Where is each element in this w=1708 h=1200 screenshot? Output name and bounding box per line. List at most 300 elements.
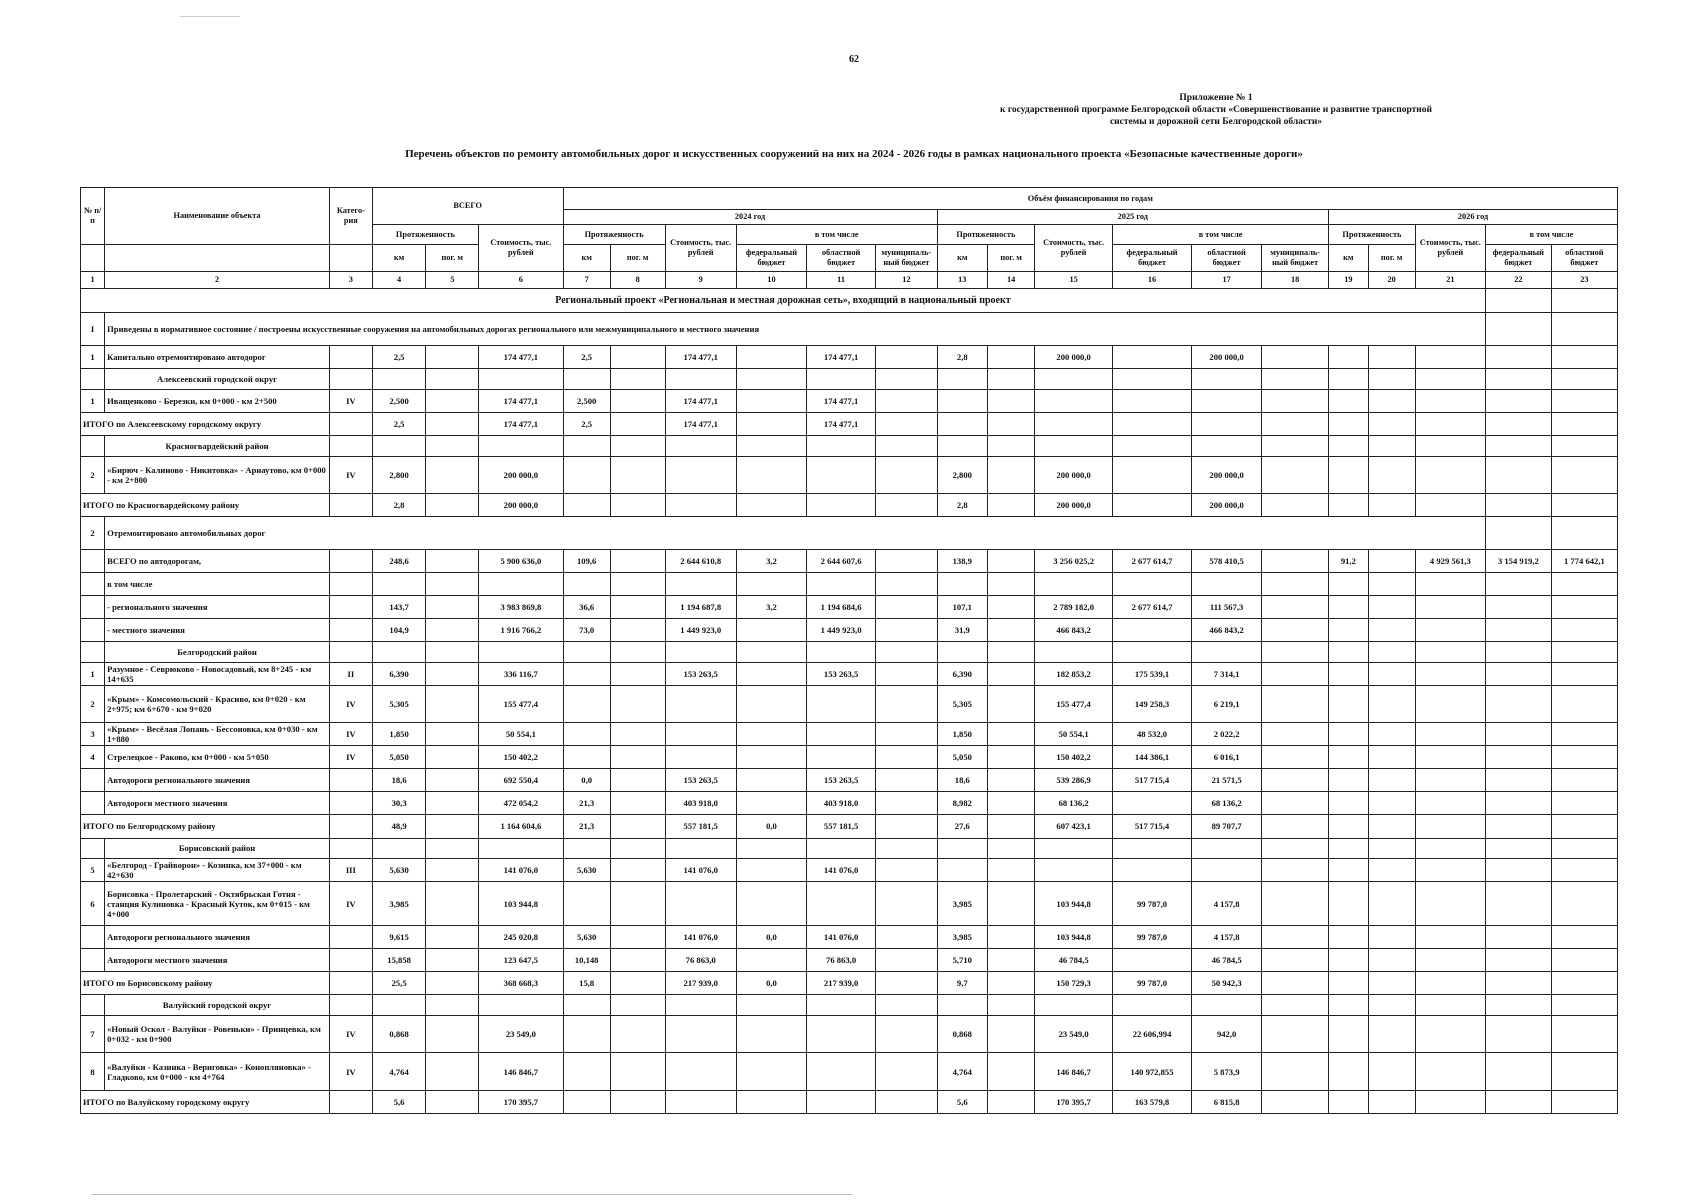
value-cell: 99 787,0	[1113, 882, 1192, 926]
value-cell	[876, 815, 937, 838]
value-cell: 5,6	[937, 1090, 987, 1113]
header-km: км	[1329, 245, 1368, 272]
value-cell: 2 677 614,7	[1113, 550, 1192, 573]
object-name: в том числе	[105, 573, 330, 596]
value-cell	[736, 1090, 806, 1113]
value-cell	[988, 746, 1035, 769]
value-cell: 3,2	[736, 596, 806, 619]
object-name: «Крым» - Комсомольский - Красиво, км 0+020 - км 2+975; км 6+670 - км 9+020	[105, 686, 330, 723]
empty-cell	[1551, 517, 1617, 550]
table-row-total	[81, 1090, 1618, 1113]
column-number: 7	[563, 272, 610, 289]
value-cell	[1485, 926, 1551, 949]
empty-cell	[372, 369, 426, 390]
value-cell	[1113, 792, 1192, 815]
empty-cell	[876, 838, 937, 859]
empty-cell	[610, 369, 665, 390]
value-cell: 692 550,4	[479, 769, 563, 792]
value-cell	[1329, 573, 1368, 596]
column-number: 17	[1192, 272, 1262, 289]
value-cell	[988, 389, 1035, 412]
value-cell	[563, 1016, 610, 1053]
value-cell	[426, 596, 479, 619]
table-row-data	[81, 550, 1618, 573]
empty-cell	[1485, 995, 1551, 1016]
value-cell	[1262, 949, 1329, 972]
value-cell	[1551, 859, 1617, 882]
empty-cell	[1551, 995, 1617, 1016]
value-cell	[610, 663, 665, 686]
value-cell: 466 843,2	[1035, 619, 1113, 642]
value-cell	[1113, 346, 1192, 369]
regional-project-title: Региональный проект «Региональная и местная дорожная сеть», входящий в национальный проект	[81, 289, 1486, 313]
row-number: 8	[81, 1053, 105, 1090]
value-cell	[1415, 494, 1485, 517]
value-cell: 21,3	[563, 815, 610, 838]
header-pm: пог. м	[610, 245, 665, 272]
column-number: 15	[1035, 272, 1113, 289]
value-cell	[988, 494, 1035, 517]
value-cell	[876, 456, 937, 493]
value-cell: 8,982	[937, 792, 987, 815]
value-cell	[736, 573, 806, 596]
total-label: ИТОГО по Красногвардейскому району	[81, 494, 330, 517]
value-cell: 5,630	[563, 859, 610, 882]
value-cell	[610, 389, 665, 412]
value-cell	[988, 619, 1035, 642]
value-cell	[988, 412, 1035, 435]
district-name: Красногвардейский район	[105, 435, 330, 456]
value-cell	[1485, 882, 1551, 926]
empty-cell	[1329, 995, 1368, 1016]
value-cell	[426, 949, 479, 972]
empty-cell	[372, 435, 426, 456]
value-cell	[426, 815, 479, 838]
appendix-header	[956, 92, 1476, 128]
value-cell: 141 076,0	[665, 859, 736, 882]
value-cell	[329, 926, 372, 949]
value-cell	[876, 412, 937, 435]
value-cell	[1035, 412, 1113, 435]
header-km: км	[372, 245, 426, 272]
empty-cell	[1415, 369, 1485, 390]
value-cell	[426, 723, 479, 746]
empty-cell	[1329, 838, 1368, 859]
value-cell	[610, 746, 665, 769]
column-number: 8	[610, 272, 665, 289]
value-cell	[1415, 746, 1485, 769]
value-cell: 174 477,1	[479, 389, 563, 412]
value-cell	[736, 346, 806, 369]
value-cell: 6 815,8	[1192, 1090, 1262, 1113]
row-number	[81, 550, 105, 573]
value-cell	[1551, 723, 1617, 746]
header-spacer	[105, 245, 330, 272]
column-number: 13	[937, 272, 987, 289]
value-cell: 200 000,0	[1035, 346, 1113, 369]
value-cell: 6,390	[937, 663, 987, 686]
table-row-data	[81, 746, 1618, 769]
empty-cell	[1485, 313, 1551, 346]
value-cell: 68 136,2	[1035, 792, 1113, 815]
value-cell: 517 715,4	[1113, 769, 1192, 792]
empty-cell	[937, 369, 987, 390]
value-cell	[1368, 573, 1415, 596]
value-cell: 248,6	[372, 550, 426, 573]
value-cell	[1551, 619, 1617, 642]
table-row-data	[81, 1016, 1618, 1053]
empty-cell	[1415, 838, 1485, 859]
value-cell	[807, 1016, 876, 1053]
value-cell: IV	[329, 389, 372, 412]
value-cell	[1415, 859, 1485, 882]
column-number: 22	[1485, 272, 1551, 289]
value-cell	[1551, 663, 1617, 686]
value-cell: 4 929 561,3	[1415, 550, 1485, 573]
value-cell	[1329, 619, 1368, 642]
empty-cell	[1551, 435, 1617, 456]
value-cell	[1551, 926, 1617, 949]
table-body	[81, 289, 1618, 1114]
value-cell	[1551, 412, 1617, 435]
value-cell	[876, 746, 937, 769]
row-number: 2	[81, 456, 105, 493]
value-cell	[610, 456, 665, 493]
value-cell	[1368, 926, 1415, 949]
value-cell: 5 900 636,0	[479, 550, 563, 573]
value-cell	[1551, 815, 1617, 838]
value-cell	[988, 456, 1035, 493]
value-cell	[1485, 1053, 1551, 1090]
value-cell: 1,850	[372, 723, 426, 746]
table-row-data	[81, 663, 1618, 686]
value-cell: 1 194 684,6	[807, 596, 876, 619]
value-cell: 123 647,5	[479, 949, 563, 972]
empty-cell	[1262, 369, 1329, 390]
object-name: ВСЕГО по автодорогам,	[105, 550, 330, 573]
row-number: 5	[81, 859, 105, 882]
header-municipal: муниципаль-ный бюджет	[876, 245, 937, 272]
value-cell: 23 549,0	[479, 1016, 563, 1053]
value-cell: 1 164 604,6	[479, 815, 563, 838]
value-cell	[665, 746, 736, 769]
empty-cell	[563, 995, 610, 1016]
value-cell	[426, 619, 479, 642]
empty-cell	[1192, 435, 1262, 456]
value-cell	[937, 859, 987, 882]
header-regional: областной бюджет	[1551, 245, 1617, 272]
value-cell	[1551, 573, 1617, 596]
value-cell: 2,500	[563, 389, 610, 412]
value-cell	[610, 949, 665, 972]
value-cell	[610, 1090, 665, 1113]
value-cell: 4,764	[372, 1053, 426, 1090]
value-cell: 5,050	[372, 746, 426, 769]
empty-cell	[937, 642, 987, 663]
value-cell	[610, 412, 665, 435]
value-cell	[1113, 859, 1192, 882]
empty-cell	[372, 995, 426, 1016]
empty-cell	[81, 838, 105, 859]
value-cell: 163 579,8	[1113, 1090, 1192, 1113]
header-including: в том числе	[736, 225, 937, 245]
value-cell	[563, 1090, 610, 1113]
value-cell	[1329, 663, 1368, 686]
empty-cell	[736, 369, 806, 390]
value-cell: 76 863,0	[665, 949, 736, 972]
value-cell	[1485, 686, 1551, 723]
value-cell: 174 477,1	[665, 346, 736, 369]
value-cell	[876, 859, 937, 882]
value-cell: 174 477,1	[665, 389, 736, 412]
header-year-2024: 2024 год	[563, 210, 937, 225]
value-cell	[876, 972, 937, 995]
value-cell: 217 939,0	[665, 972, 736, 995]
value-cell: 200 000,0	[1035, 456, 1113, 493]
value-cell	[876, 686, 937, 723]
value-cell	[1262, 972, 1329, 995]
empty-cell	[736, 995, 806, 1016]
value-cell	[876, 723, 937, 746]
column-number: 19	[1329, 272, 1368, 289]
value-cell: 25,5	[372, 972, 426, 995]
value-cell: 0,0	[736, 926, 806, 949]
value-cell	[1262, 494, 1329, 517]
value-cell	[1368, 815, 1415, 838]
value-cell: 217 939,0	[807, 972, 876, 995]
value-cell	[736, 769, 806, 792]
value-cell	[988, 550, 1035, 573]
empty-cell	[1035, 642, 1113, 663]
empty-cell	[807, 435, 876, 456]
value-cell	[807, 1090, 876, 1113]
value-cell	[1329, 686, 1368, 723]
value-cell	[1113, 494, 1192, 517]
value-cell: 5,050	[937, 746, 987, 769]
value-cell	[988, 663, 1035, 686]
empty-cell	[665, 642, 736, 663]
value-cell	[1368, 769, 1415, 792]
value-cell	[1415, 1016, 1485, 1053]
value-cell: 200 000,0	[1192, 494, 1262, 517]
value-cell	[1035, 859, 1113, 882]
empty-cell	[426, 435, 479, 456]
value-cell: 103 944,8	[479, 882, 563, 926]
value-cell	[1368, 882, 1415, 926]
value-cell	[736, 494, 806, 517]
header-length: Протяженность	[1329, 225, 1416, 245]
value-cell	[988, 596, 1035, 619]
header-km: км	[937, 245, 987, 272]
value-cell: 141 076,0	[665, 926, 736, 949]
value-cell	[988, 686, 1035, 723]
value-cell: 111 567,3	[1192, 596, 1262, 619]
table-row-data	[81, 1053, 1618, 1090]
empty-cell	[1415, 642, 1485, 663]
empty-cell	[665, 838, 736, 859]
empty-cell	[1192, 642, 1262, 663]
column-number: 10	[736, 272, 806, 289]
value-cell: 68 136,2	[1192, 792, 1262, 815]
value-cell	[665, 1053, 736, 1090]
value-cell	[1551, 389, 1617, 412]
value-cell	[736, 859, 806, 882]
value-cell: III	[329, 859, 372, 882]
value-cell	[563, 663, 610, 686]
value-cell: 539 286,9	[1035, 769, 1113, 792]
value-cell: 2,8	[372, 494, 426, 517]
value-cell	[1192, 859, 1262, 882]
value-cell: 91,2	[1329, 550, 1368, 573]
value-cell: 607 423,1	[1035, 815, 1113, 838]
table-row-data	[81, 596, 1618, 619]
empty-cell	[426, 369, 479, 390]
value-cell: 0,0	[736, 972, 806, 995]
value-cell	[736, 456, 806, 493]
value-cell: 174 477,1	[807, 389, 876, 412]
empty-cell	[1485, 369, 1551, 390]
value-cell	[1485, 1090, 1551, 1113]
value-cell	[610, 1016, 665, 1053]
value-cell	[329, 949, 372, 972]
value-cell	[426, 663, 479, 686]
value-cell	[1415, 972, 1485, 995]
value-cell: 150 402,2	[1035, 746, 1113, 769]
district-name: Белгородский район	[105, 642, 330, 663]
empty-cell	[1329, 642, 1368, 663]
empty-cell	[81, 369, 105, 390]
value-cell	[736, 686, 806, 723]
value-cell	[563, 723, 610, 746]
value-cell	[426, 550, 479, 573]
table-row-data	[81, 949, 1618, 972]
value-cell	[1551, 769, 1617, 792]
table-row-total	[81, 972, 1618, 995]
value-cell: 1,850	[937, 723, 987, 746]
value-cell	[1329, 412, 1368, 435]
empty-cell	[1551, 289, 1617, 313]
value-cell	[329, 596, 372, 619]
value-cell	[1329, 792, 1368, 815]
value-cell	[1368, 596, 1415, 619]
value-cell	[1329, 949, 1368, 972]
value-cell: 141 076,0	[807, 926, 876, 949]
value-cell: 336 116,7	[479, 663, 563, 686]
object-name: «Новый Оскол - Валуйки - Ровеньки» - Принцевка, км 0+032 - км 0+900	[105, 1016, 330, 1053]
value-cell	[1329, 769, 1368, 792]
column-number: 9	[665, 272, 736, 289]
value-cell: 15,8	[563, 972, 610, 995]
empty-cell	[329, 995, 372, 1016]
value-cell: 557 181,5	[665, 815, 736, 838]
appendix-line: системы и дорожной сети Белгородской области»	[1109, 117, 1323, 127]
value-cell: 1 194 687,8	[665, 596, 736, 619]
value-cell	[876, 619, 937, 642]
section-label: Отремонтировано автомобильных дорог	[105, 517, 1486, 550]
value-cell	[876, 949, 937, 972]
value-cell	[1329, 596, 1368, 619]
empty-cell	[610, 838, 665, 859]
value-cell: 2,5	[563, 346, 610, 369]
value-cell	[876, 494, 937, 517]
value-cell: 5,305	[372, 686, 426, 723]
value-cell	[807, 1053, 876, 1090]
value-cell: 174 477,1	[479, 412, 563, 435]
table-row-data	[81, 686, 1618, 723]
value-cell: 104,9	[372, 619, 426, 642]
scan-artifact	[180, 16, 240, 17]
value-cell: 3 256 025,2	[1035, 550, 1113, 573]
value-cell	[988, 1090, 1035, 1113]
value-cell	[372, 573, 426, 596]
value-cell	[426, 1090, 479, 1113]
column-number: 18	[1262, 272, 1329, 289]
value-cell	[329, 573, 372, 596]
object-name: Стрелецкое - Раково, км 0+000 - км 5+050	[105, 746, 330, 769]
table-row-data	[81, 573, 1618, 596]
column-number: 11	[807, 272, 876, 289]
value-cell: 403 918,0	[807, 792, 876, 815]
value-cell	[563, 686, 610, 723]
value-cell: 174 477,1	[479, 346, 563, 369]
column-number: 21	[1415, 272, 1485, 289]
value-cell	[329, 769, 372, 792]
value-cell: IV	[329, 723, 372, 746]
empty-cell	[665, 995, 736, 1016]
value-cell	[807, 882, 876, 926]
empty-cell	[479, 995, 563, 1016]
empty-cell	[1035, 995, 1113, 1016]
column-number-row	[81, 272, 1618, 289]
table-row-district	[81, 642, 1618, 663]
value-cell	[1415, 663, 1485, 686]
value-cell: 109,6	[563, 550, 610, 573]
value-cell	[563, 494, 610, 517]
value-cell	[1485, 723, 1551, 746]
empty-cell	[665, 435, 736, 456]
value-cell: 9,7	[937, 972, 987, 995]
value-cell	[1415, 882, 1485, 926]
value-cell: 138,9	[937, 550, 987, 573]
value-cell	[988, 346, 1035, 369]
value-cell	[610, 494, 665, 517]
value-cell: 174 477,1	[665, 412, 736, 435]
value-cell	[665, 686, 736, 723]
value-cell	[1415, 346, 1485, 369]
empty-cell	[1551, 313, 1617, 346]
object-name: Автодороги местного значения	[105, 792, 330, 815]
value-cell	[1329, 389, 1368, 412]
empty-cell	[988, 435, 1035, 456]
value-cell: 21 571,5	[1192, 769, 1262, 792]
empty-cell	[1035, 838, 1113, 859]
value-cell	[1262, 882, 1329, 926]
value-cell	[665, 573, 736, 596]
value-cell	[1113, 389, 1192, 412]
empty-cell	[563, 369, 610, 390]
value-cell: 3,985	[372, 882, 426, 926]
value-cell	[1551, 456, 1617, 493]
empty-cell	[988, 838, 1035, 859]
value-cell	[1551, 949, 1617, 972]
empty-cell	[807, 838, 876, 859]
empty-cell	[426, 642, 479, 663]
value-cell	[329, 619, 372, 642]
value-cell: 200 000,0	[1035, 494, 1113, 517]
table-row-data	[81, 619, 1618, 642]
empty-cell	[1262, 435, 1329, 456]
table-row-total	[81, 494, 1618, 517]
